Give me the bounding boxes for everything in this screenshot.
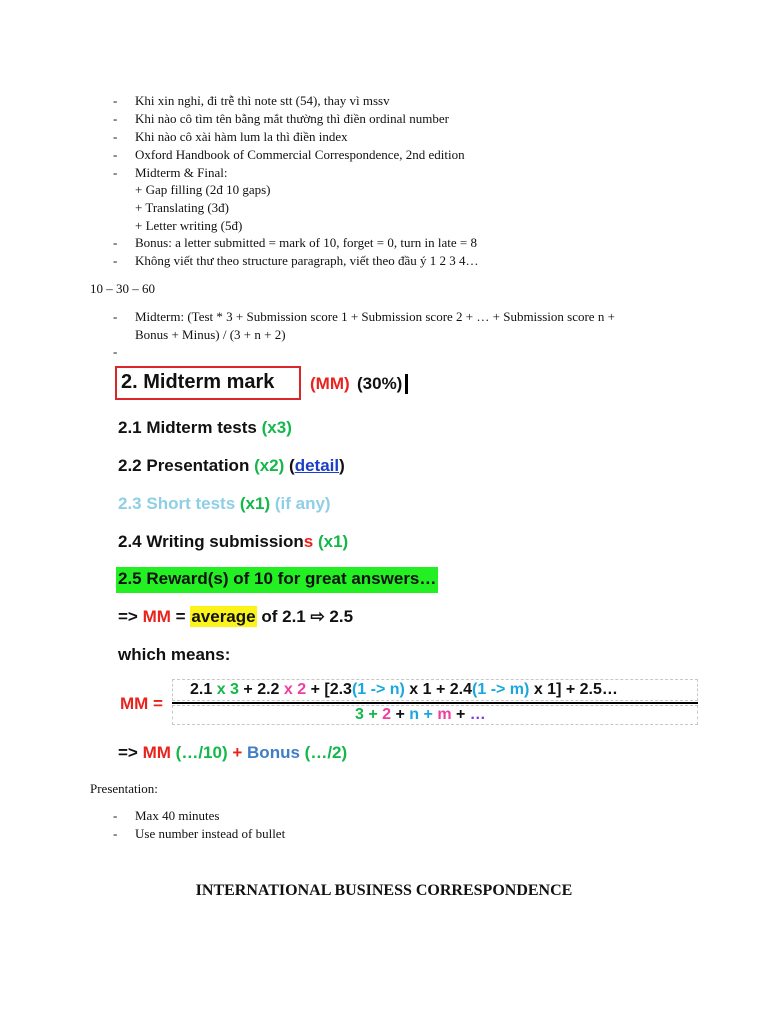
slide-title-mm: (MM): [310, 374, 350, 393]
which-means: which means:: [118, 645, 231, 664]
fraction-bar: [172, 702, 698, 704]
slide-title: 2. Midterm mark: [121, 371, 275, 393]
text-cursor: [405, 374, 408, 394]
item-presentation: 2.2 Presentation (x2) (detail): [118, 456, 345, 475]
detail-link[interactable]: detail: [294, 456, 340, 475]
exam-part: + Letter writing (5đ): [135, 218, 243, 233]
item-short-tests: 2.3 Short tests (x1) (if any): [118, 494, 331, 513]
average-highlight: average: [191, 607, 256, 626]
item-reward-highlight: 2.5 Reward(s) of 10 for great answers…: [116, 567, 438, 593]
exam-part: + Translating (3đ): [135, 200, 230, 215]
item-writing-submissions: 2.4 Writing submissions (x1): [118, 532, 349, 551]
equation-denominator: 3 + 2 + n + m + …: [355, 706, 486, 723]
section-heading: INTERNATIONAL BUSINESS CORRESPONDENCE: [195, 882, 573, 899]
midterm-formula-cont: Bonus + Minus) / (3 + n + 2): [135, 327, 286, 342]
item-midterm-tests: 2.1 Midterm tests (x3): [118, 418, 292, 437]
average-line: => MM = average of 2.1 ⇨ 2.5: [118, 607, 354, 626]
equation-lhs: MM =: [120, 694, 163, 713]
empty-bullet: -: [113, 344, 118, 359]
document-page: - Khi xin nghỉ, đi trễ thì note stt (54), thay vì mssv - Khi nào cô tìm tên bằng mắt thường thì điền ordinal number - Khi nào cô xài hàm lum la thì điền index - Oxford Handbook of Commercial Correspondence, 2nd edition - Midterm & Final: + Gap filling (2đ 10 gaps) + Translating (3đ) + Letter writing (5đ) - Bonus: a letter submitted = mark of 10, forget = 0, turn in late = 8 - Không viết thư theo structure paragraph, viết theo đầu ý 1 2 3 4… 10 – 30 – 60 - Midterm: (Test * 3 + Submission score 1 + Submission score 2 + … + Submission score n + Bonus + Minus) / (3 + n + 2) - 2. Midterm mark (MM) (30%) 2.1 Midterm tests (x3) 2.2 Presentation (x2) (detail) 2.3 Short tests (x1) (if any) 2.4 Writing submissions (x1) 2.5 Reward(s) of 10 for great answers… => MM = average of 2.1 ⇨ 2.5 which means: MM = 2.1 x 3 + 2.2 x 2 + [2.3(1 -> n) x 1 + 2.4(1 -> m) x 1] + 2.5… 3 + 2 + n + m + … => MM (…/10) + Bonus (…/2) Presentation: - Max 40 minutes - Use number instead of bullet INTERNATIONAL BUSINESS CORRESPONDENCE: [0, 0, 768, 1024]
exam-part: + Gap filling (2đ 10 gaps): [135, 182, 271, 197]
final-score-line: => MM (…/10) + Bonus (…/2): [118, 743, 348, 762]
presentation-label: Presentation:: [90, 781, 158, 796]
slide-title-percent: (30%): [357, 374, 403, 393]
grade-ratio: 10 – 30 – 60: [90, 281, 155, 296]
equation-numerator: 2.1 x 3 + 2.2 x 2 + [2.3(1 -> n) x 1 + 2.4(1 -> m) x 1] + 2.5…: [190, 681, 618, 698]
